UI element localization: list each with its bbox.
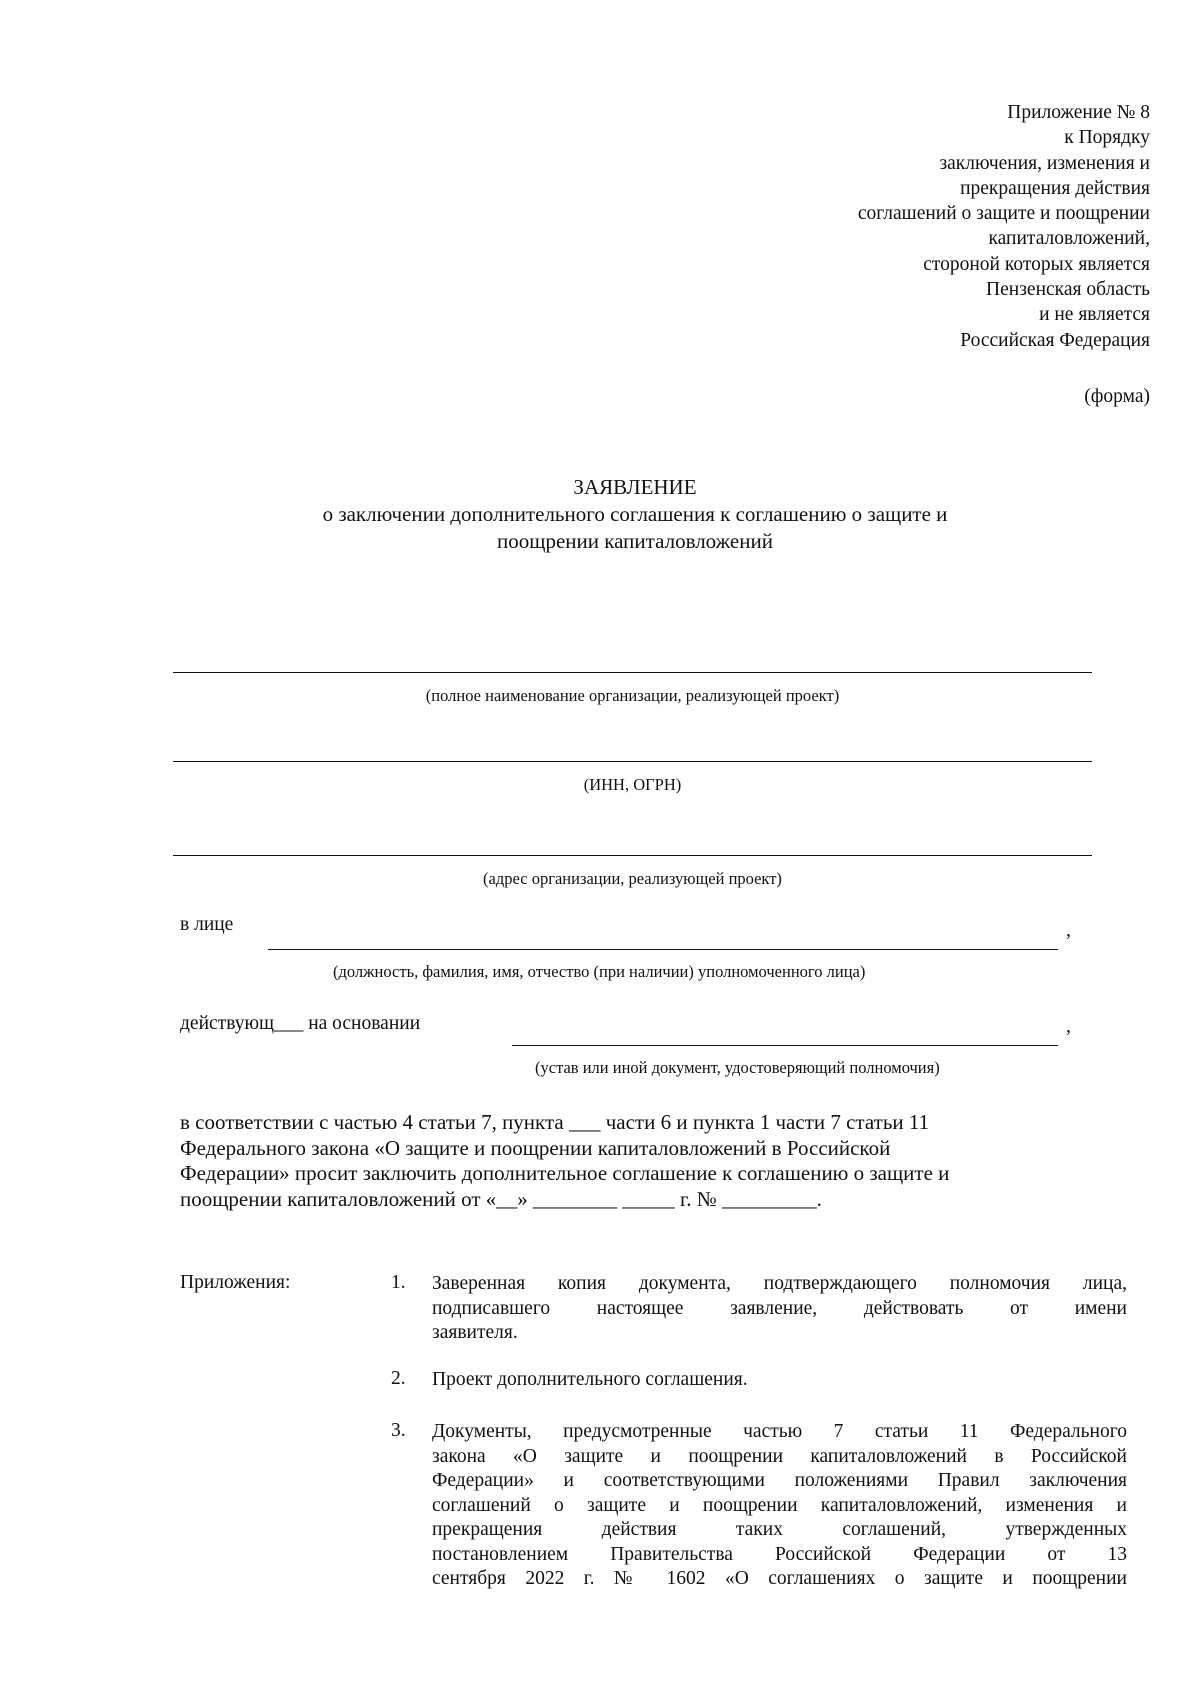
approval-line: капиталовложений, (988, 228, 1150, 250)
paragraph-line: Федерации» просит заключить дополнительное соглашение к соглашению о защите и (180, 1161, 950, 1185)
attachment-item-2 (432, 1368, 1127, 1393)
title-subtitle-line: о заключении дополнительного соглашения к соглашению о защите и (322, 502, 948, 526)
attachment-line: соглашений о защите и поощрении капиталовложений, изменения и (432, 1494, 1127, 1516)
request-paragraph (180, 1110, 1090, 1212)
authorized-person-caption: (должность, фамилия, имя, отчество (при наличии) уполномоченного лица) (333, 962, 866, 981)
attachment-number: 3. (391, 1420, 406, 1441)
v-litse-label: в лице (180, 914, 234, 935)
approval-line: Пензенская область (986, 279, 1150, 301)
approval-line: Приложение № 8 (1007, 102, 1150, 123)
approval-line: и не является (1039, 304, 1150, 326)
address-field[interactable] (173, 855, 1092, 856)
inn-ogrn-caption: (ИНН, ОГРН) (583, 775, 682, 794)
attachment-line: сентября 2022 г. № 1602 «О соглашениях о защите и поощрении (432, 1568, 1127, 1589)
attachment-line: постановлением Правительства Российской Федерации от 13 (432, 1543, 1127, 1565)
org-name-field[interactable] (173, 672, 1092, 673)
comma: , (1066, 1016, 1071, 1037)
comma: , (1066, 920, 1071, 941)
attachment-line: Документы, предусмотренные частью 7 статьи 11 Федерального (432, 1421, 1127, 1442)
attachment-line: подписавшего настоящее заявление, действовать от имени (432, 1297, 1127, 1319)
attachment-item-3 (432, 1420, 1127, 1592)
attachments-label: Приложения: (180, 1272, 291, 1293)
authorized-person-field[interactable] (268, 949, 1058, 950)
paragraph-line: Федерального закона «О защите и поощрении капиталовложений в Российской (180, 1135, 891, 1160)
attachment-item-1 (432, 1272, 1127, 1346)
attachment-number: 1. (391, 1272, 406, 1293)
attachment-line: заявителя. (432, 1322, 518, 1343)
attachment-line: Заверенная копия документа, подтверждающего полномочия лица, (432, 1273, 1127, 1294)
approval-line: Российская Федерация (960, 329, 1150, 351)
paragraph-line: поощрении капиталовложений от «__» ________ _____ г. № _________. (180, 1186, 822, 1211)
approval-line: к Порядку (1064, 127, 1150, 149)
document-title (180, 474, 1090, 555)
address-caption: (адрес организации, реализующей проект) (483, 869, 782, 888)
attachment-number: 2. (391, 1368, 406, 1389)
forma-label: (форма) (1084, 386, 1150, 407)
approval-block (670, 100, 1150, 353)
inn-ogrn-field[interactable] (173, 761, 1092, 762)
paragraph-line: в соответствии с частью 4 статьи 7, пункта ___ части 6 и пункта 1 части 7 статьи 11 (180, 1110, 930, 1134)
basis-document-field[interactable] (512, 1045, 1058, 1046)
acting-basis-label: действующ___ на основании (180, 1013, 421, 1034)
basis-document-caption: (устав или иной документ, удостоверяющий полномочия) (535, 1058, 940, 1077)
approval-line: соглашений о защите и поощрении (857, 203, 1150, 225)
attachment-line: закона «О защите и поощрении капиталовложений в Российской (432, 1445, 1127, 1467)
attachment-line: прекращения действия таких соглашений, утвержденных (432, 1519, 1127, 1540)
title-subtitle-line: поощрении капиталовложений (497, 529, 773, 553)
attachment-line: Проект дополнительного соглашения. (432, 1369, 748, 1390)
approval-line: стороной которых является (923, 253, 1150, 275)
title-heading: ЗАЯВЛЕНИЕ (573, 475, 697, 499)
approval-line: заключения, изменения и (939, 152, 1150, 174)
attachment-line: Федерации» и соответствующими положениями Правил заключения (432, 1470, 1127, 1491)
org-name-caption: (полное наименование организации, реализующей проект) (425, 686, 840, 705)
approval-line: прекращения действия (960, 177, 1150, 199)
